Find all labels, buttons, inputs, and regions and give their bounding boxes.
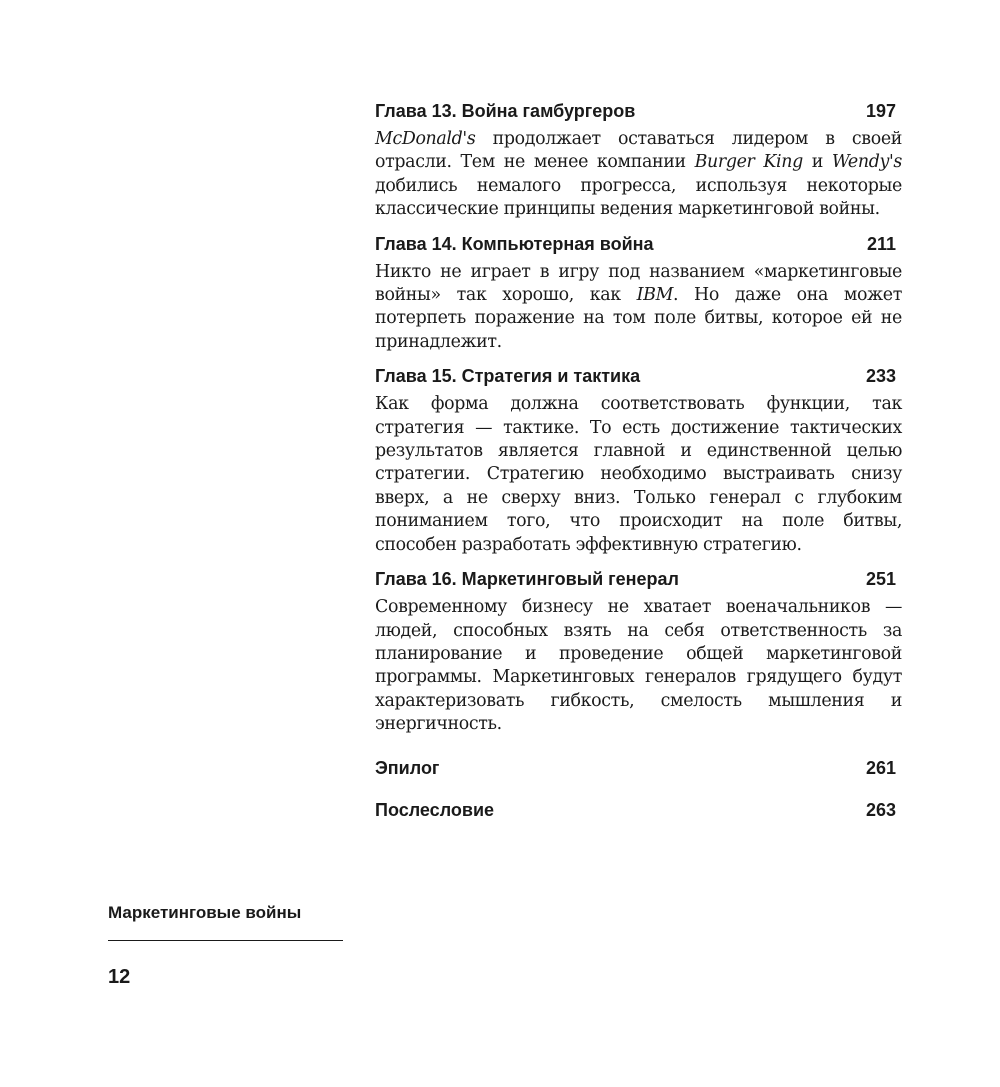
- chapter-title: Глава 14. Компьютерная война: [375, 233, 654, 254]
- afterword-title: Послесловие: [375, 799, 495, 820]
- toc-entry-heading: [375, 365, 902, 387]
- toc-entry-chapter-15: [375, 365, 902, 557]
- chapter-title: Глава 13. Война гамбургеров: [375, 101, 636, 121]
- toc-entry-chapter-14: [375, 233, 902, 355]
- chapter-page-number: 233: [865, 366, 896, 387]
- toc-entry-afterword: [375, 799, 902, 821]
- chapter-page-number: 211: [866, 233, 896, 254]
- chapter-description: Никто не играет в игру под названием «маркетинговые войны» так хорошо, как IBM. Но даже она может потерпеть поражение на том поле битвы, которое ей не принадлежит.: [375, 261, 902, 352]
- chapter-title: Глава 16. Маркетинговый генерал: [375, 569, 679, 590]
- page-number: 12: [108, 966, 131, 988]
- epilogue-page-number: 261: [865, 757, 896, 778]
- toc-entry-heading: [375, 757, 902, 779]
- afterword-page-number: 263: [865, 799, 896, 820]
- epilogue-title: Эпилог: [375, 757, 440, 778]
- chapter-page-number: 251: [865, 569, 896, 590]
- chapter-title: Глава 15. Стратегия и тактика: [375, 366, 641, 387]
- toc-entry-heading: [375, 100, 902, 122]
- chapter-description: Современному бизнесу не хватает военачальников — людей, способных взять на себя ответственность за планирование и проведение общей маркетинговой программы. Маркетинговых генералов грядущего будут характеризовать гибкость, смелость мышления и энергичность.: [375, 597, 902, 735]
- toc-entry-chapter-16: [375, 568, 902, 736]
- running-footer-book-title: Маркетинговые войны: [108, 903, 302, 922]
- toc-entry-heading: [375, 233, 902, 255]
- chapter-description: Как форма должна соответствовать функции, так стратегия — тактике. То есть достижение тактических результатов является главной и единственной целью стратегии. Стратегию необходимо выстраивать снизу вверх, а не сверху вниз. Только генерал с глубоким пониманием того, что происходит на поле битвы, способен разработать эффективную стратегию.: [375, 394, 902, 555]
- table-of-contents: [375, 100, 902, 821]
- footer-divider: [108, 940, 343, 941]
- chapter-page-number: 197: [865, 101, 896, 121]
- chapter-description: McDonald's продолжает оставаться лидером в своей отрасли. Тем не менее компании Burger King и Wendy's добились немалого прогресса, используя некоторые классические принципы ведения маркетинговой войны.: [375, 129, 902, 220]
- toc-entry-heading: [375, 799, 902, 821]
- toc-entry-epilogue: [375, 757, 902, 779]
- toc-entry-heading: [375, 568, 902, 590]
- toc-entry-chapter-13: [375, 100, 902, 222]
